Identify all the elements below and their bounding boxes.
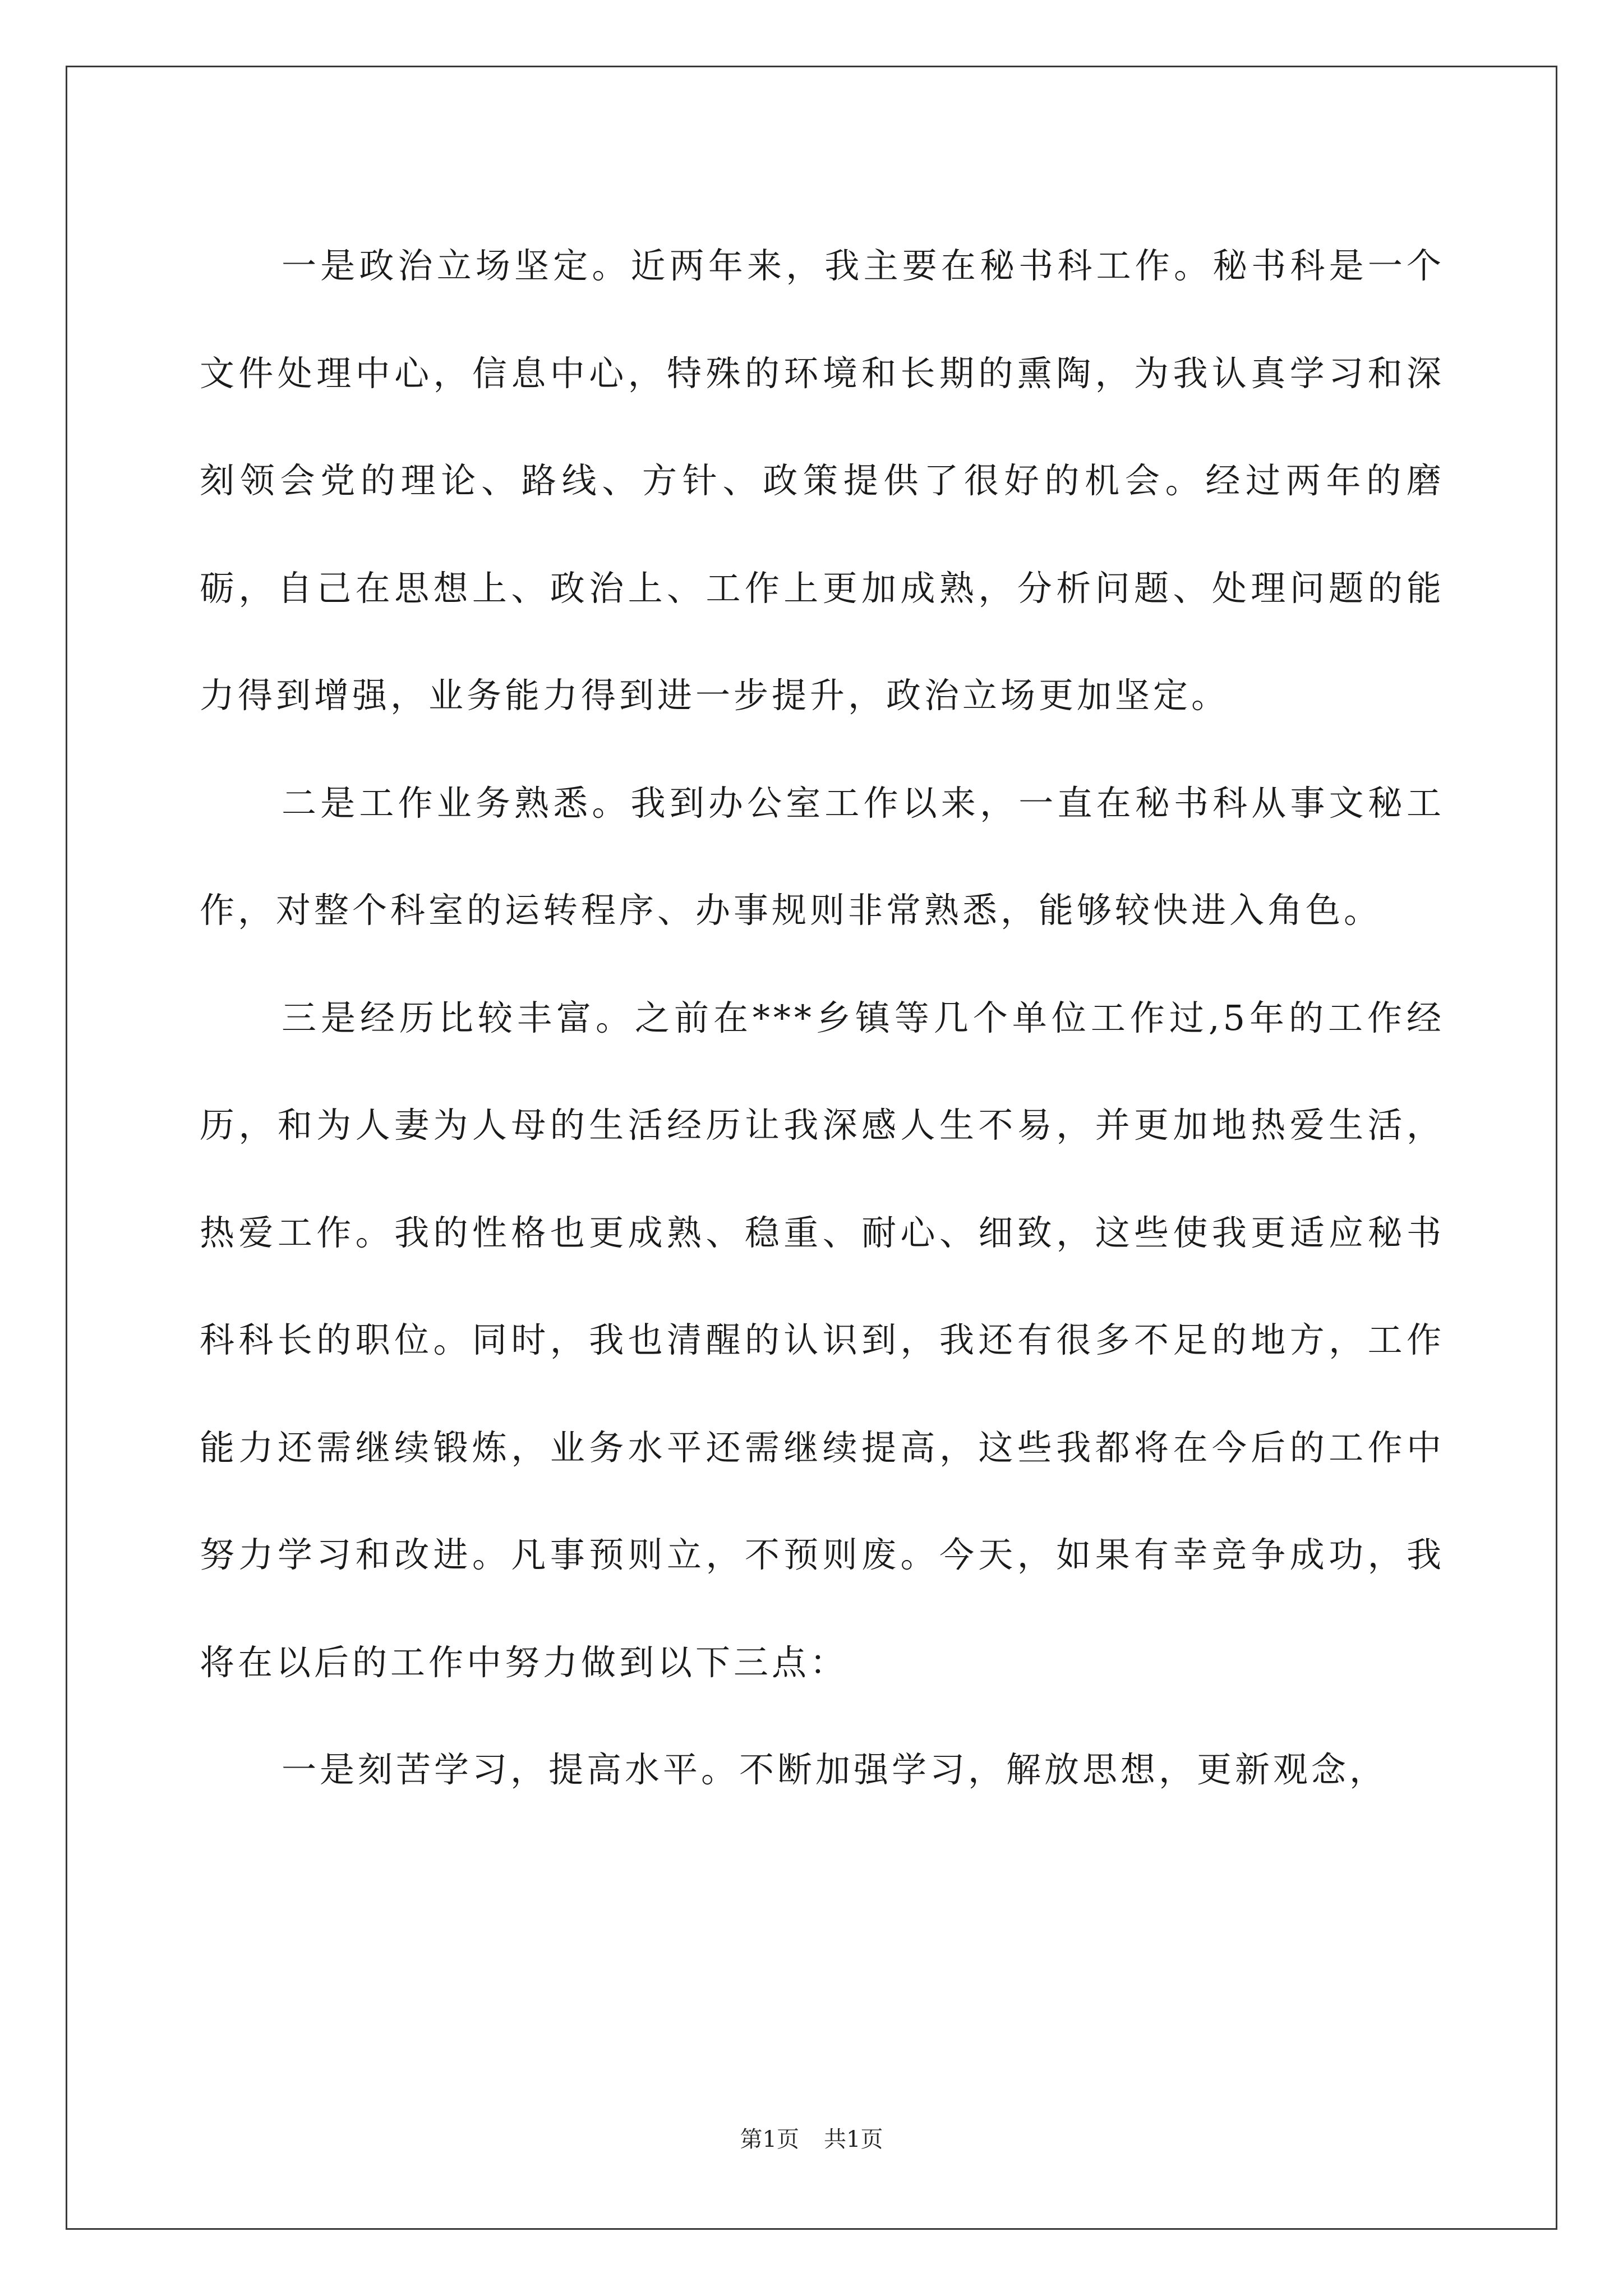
document-body — [200, 212, 1445, 1824]
paragraph-work-familiarity: 二是工作业务熟悉。我到办公室工作以来，一直在秘书科从事文秘工作，对整个科室的运转程序、办事规则非常熟悉，能够较快进入角色。 — [200, 782, 1445, 931]
paragraph-political-stance: 一是政治立场坚定。近两年来，我主要在秘书科工作。秘书科是一个文件处理中心，信息中心，特殊的环境和长期的熏陶，为我认真学习和深刻领会党的理论、路线、方针、政策提供了很好的机会。经过两年的磨砺，自己在思想上、政治上、工作上更加成熟，分析问题、处理问题的能力得到增强，业务能力得到进一步提升，政治立场更加坚定。 — [200, 245, 1445, 716]
paragraph-rich-experience: 三是经历比较丰富。之前在***乡镇等几个单位工作过,5年的工作经历，和为人妻为人母的生活经历让我深感人生不易，并更加地热爱生活，热爱工作。我的性格也更成熟、稳重、耐心、细致，这些使我更适应秘书科科长的职位。同时，我也清醒的认识到，我还有很多不足的地方，工作能力还需继续锻炼，业务水平还需继续提高，这些我都将在今后的工作中努力学习和改进。凡事预则立，不预则废。今天，如果有幸竞争成功，我将在以后的工作中努力做到以下三点： — [200, 997, 1445, 1683]
page-number-current: 第1页 — [740, 2127, 799, 2152]
page-footer — [0, 2126, 1623, 2153]
paragraph-study-hard: 一是刻苦学习，提高水平。不断加强学习，解放思想，更新观念， — [282, 1749, 1388, 1790]
page-number-total: 共1页 — [824, 2127, 883, 2152]
